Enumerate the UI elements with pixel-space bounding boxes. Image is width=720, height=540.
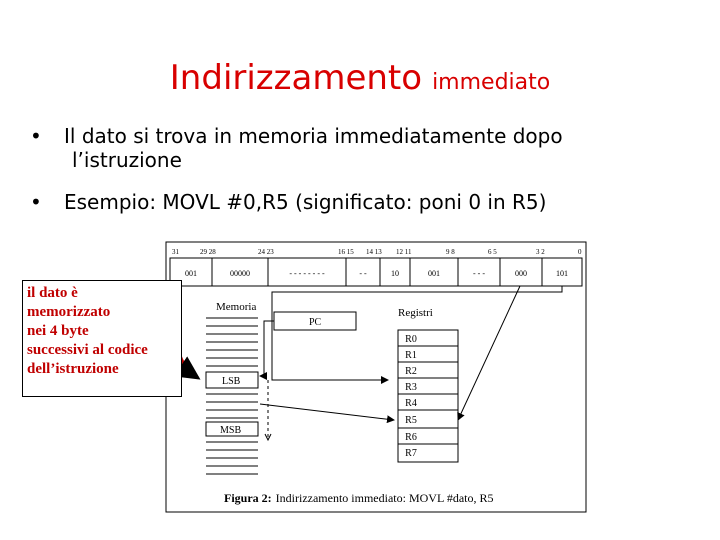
bullet-dot-icon: • [30, 124, 42, 148]
register-r3: R3 [405, 382, 417, 393]
pc-label: PC [309, 317, 322, 328]
callout-line: nei 4 byte [27, 323, 89, 339]
bullet-dot-icon: • [30, 190, 42, 214]
memory-column [206, 301, 258, 474]
bit-label: 3 2 [536, 248, 545, 256]
bit-label: 12 11 [396, 248, 412, 256]
memory-label: Memoria [216, 301, 257, 313]
register-r4: R4 [405, 398, 417, 409]
register-r5: R5 [405, 415, 417, 426]
title-main: Indirizzamento [169, 58, 423, 98]
bit-label: 6 5 [488, 248, 497, 256]
instruction-field: 001 [428, 269, 440, 278]
bit-label: 29 28 [200, 248, 216, 256]
bullet-1-text: Il dato si trova in memoria immediatamente dopo [64, 124, 563, 148]
bit-label: 0 [578, 248, 582, 256]
registers-column [398, 330, 458, 462]
data-to-r5-arrow [260, 404, 394, 420]
callout-line: il dato è [27, 285, 78, 301]
title-sub: immediato [432, 70, 551, 95]
bullet-1-continuation: l’istruzione [72, 148, 182, 172]
callout-line: memorizzato [27, 304, 111, 320]
register-field-arrow [458, 286, 520, 420]
figure-caption [224, 491, 494, 505]
register-r7: R7 [405, 448, 417, 459]
instruction-field: - - [359, 269, 367, 278]
instruction-field: 00000 [230, 269, 250, 278]
instruction-field: 000 [515, 269, 527, 278]
register-r2: R2 [405, 366, 417, 377]
register-r6: R6 [405, 432, 417, 443]
instruction-field: - - - - - - - - [289, 269, 325, 278]
callout-line: dell’istruzione [27, 361, 119, 377]
instruction-field: 101 [556, 269, 568, 278]
caption-text: Indirizzamento immediato: MOVL #dato, R5 [275, 491, 494, 505]
bit-label: 9 8 [446, 248, 455, 256]
instruction-field: 10 [391, 269, 399, 278]
instruction-word [170, 258, 582, 286]
register-r0: R0 [405, 334, 417, 345]
registers-label: Registri [398, 307, 433, 319]
bit-label: 14 13 [366, 248, 382, 256]
bullet-2-text: Esempio: MOVL #0,R5 (significato: poni 0 in R5) [64, 190, 547, 214]
instruction-field: - - - [473, 269, 485, 278]
bit-labels [172, 248, 582, 256]
lsb-label: LSB [222, 376, 241, 387]
instruction-field: 001 [185, 269, 197, 278]
mode-field-arrow [272, 286, 562, 380]
caption-bold: Figura 2: [224, 491, 272, 505]
bit-label: 24 23 [258, 248, 274, 256]
callout-box [22, 280, 182, 397]
callout-line: successivi al codice [27, 342, 148, 358]
bit-label: 31 [172, 248, 179, 256]
msb-label: MSB [220, 425, 242, 436]
bit-label: 16 15 [338, 248, 354, 256]
register-r1: R1 [405, 350, 417, 361]
